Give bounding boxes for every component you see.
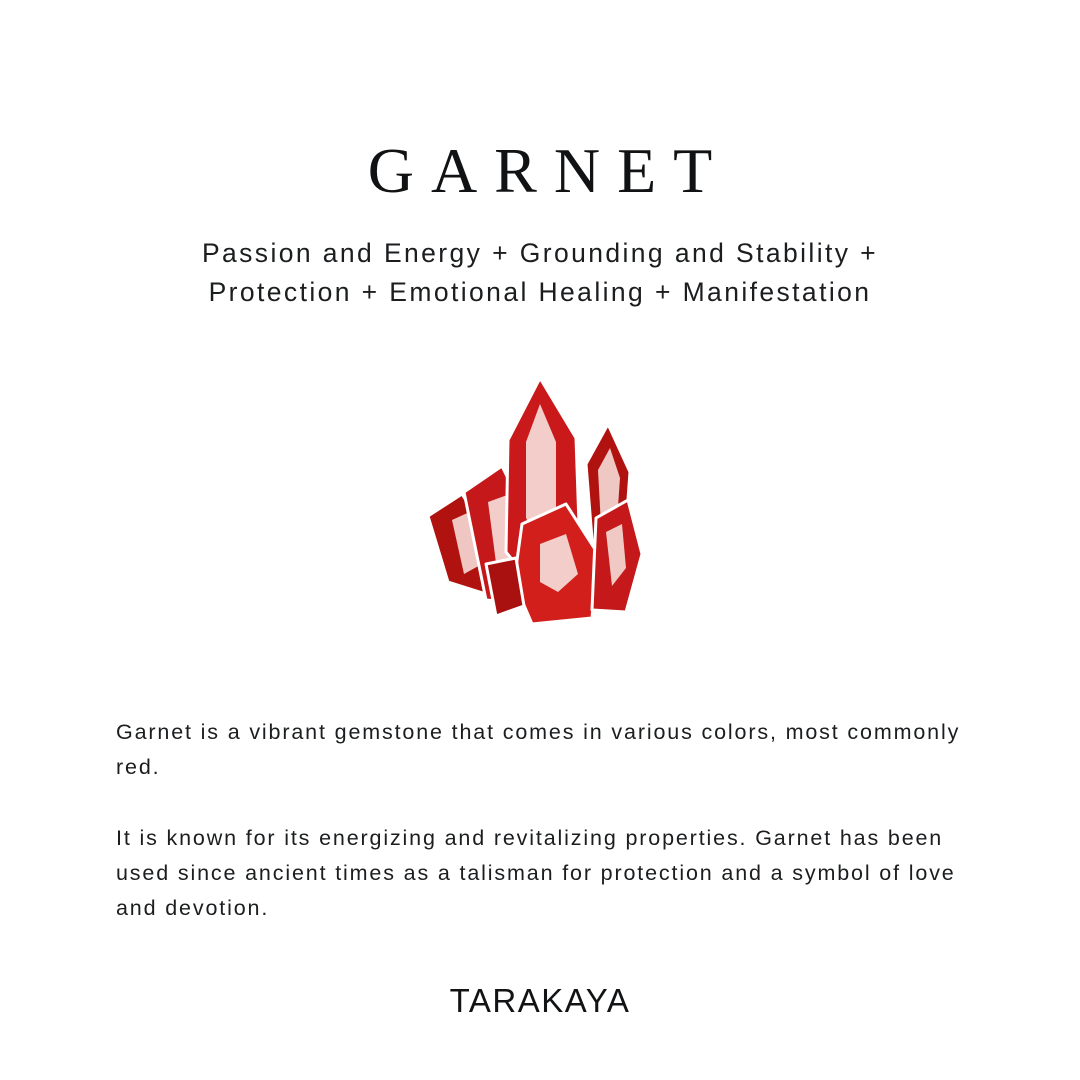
description-block [110,715,970,925]
page-title: GARNET [367,135,730,206]
garnet-crystal-cluster-icon [360,363,720,653]
brand-wordmark: TARAKAYA [449,982,631,1019]
keywords-subtitle: Passion and Energy + Grounding and Stability + Protection + Emotional Healing + Manifestation [201,238,879,307]
description-paragraph-2: It is known for its energizing and revitalizing properties. Garnet has been used since ancient times as a talisman for protection and a symbol of love and devotion. [116,825,956,920]
description-paragraph-1: Garnet is a vibrant gemstone that comes in various colors, most commonly red. [116,720,961,780]
